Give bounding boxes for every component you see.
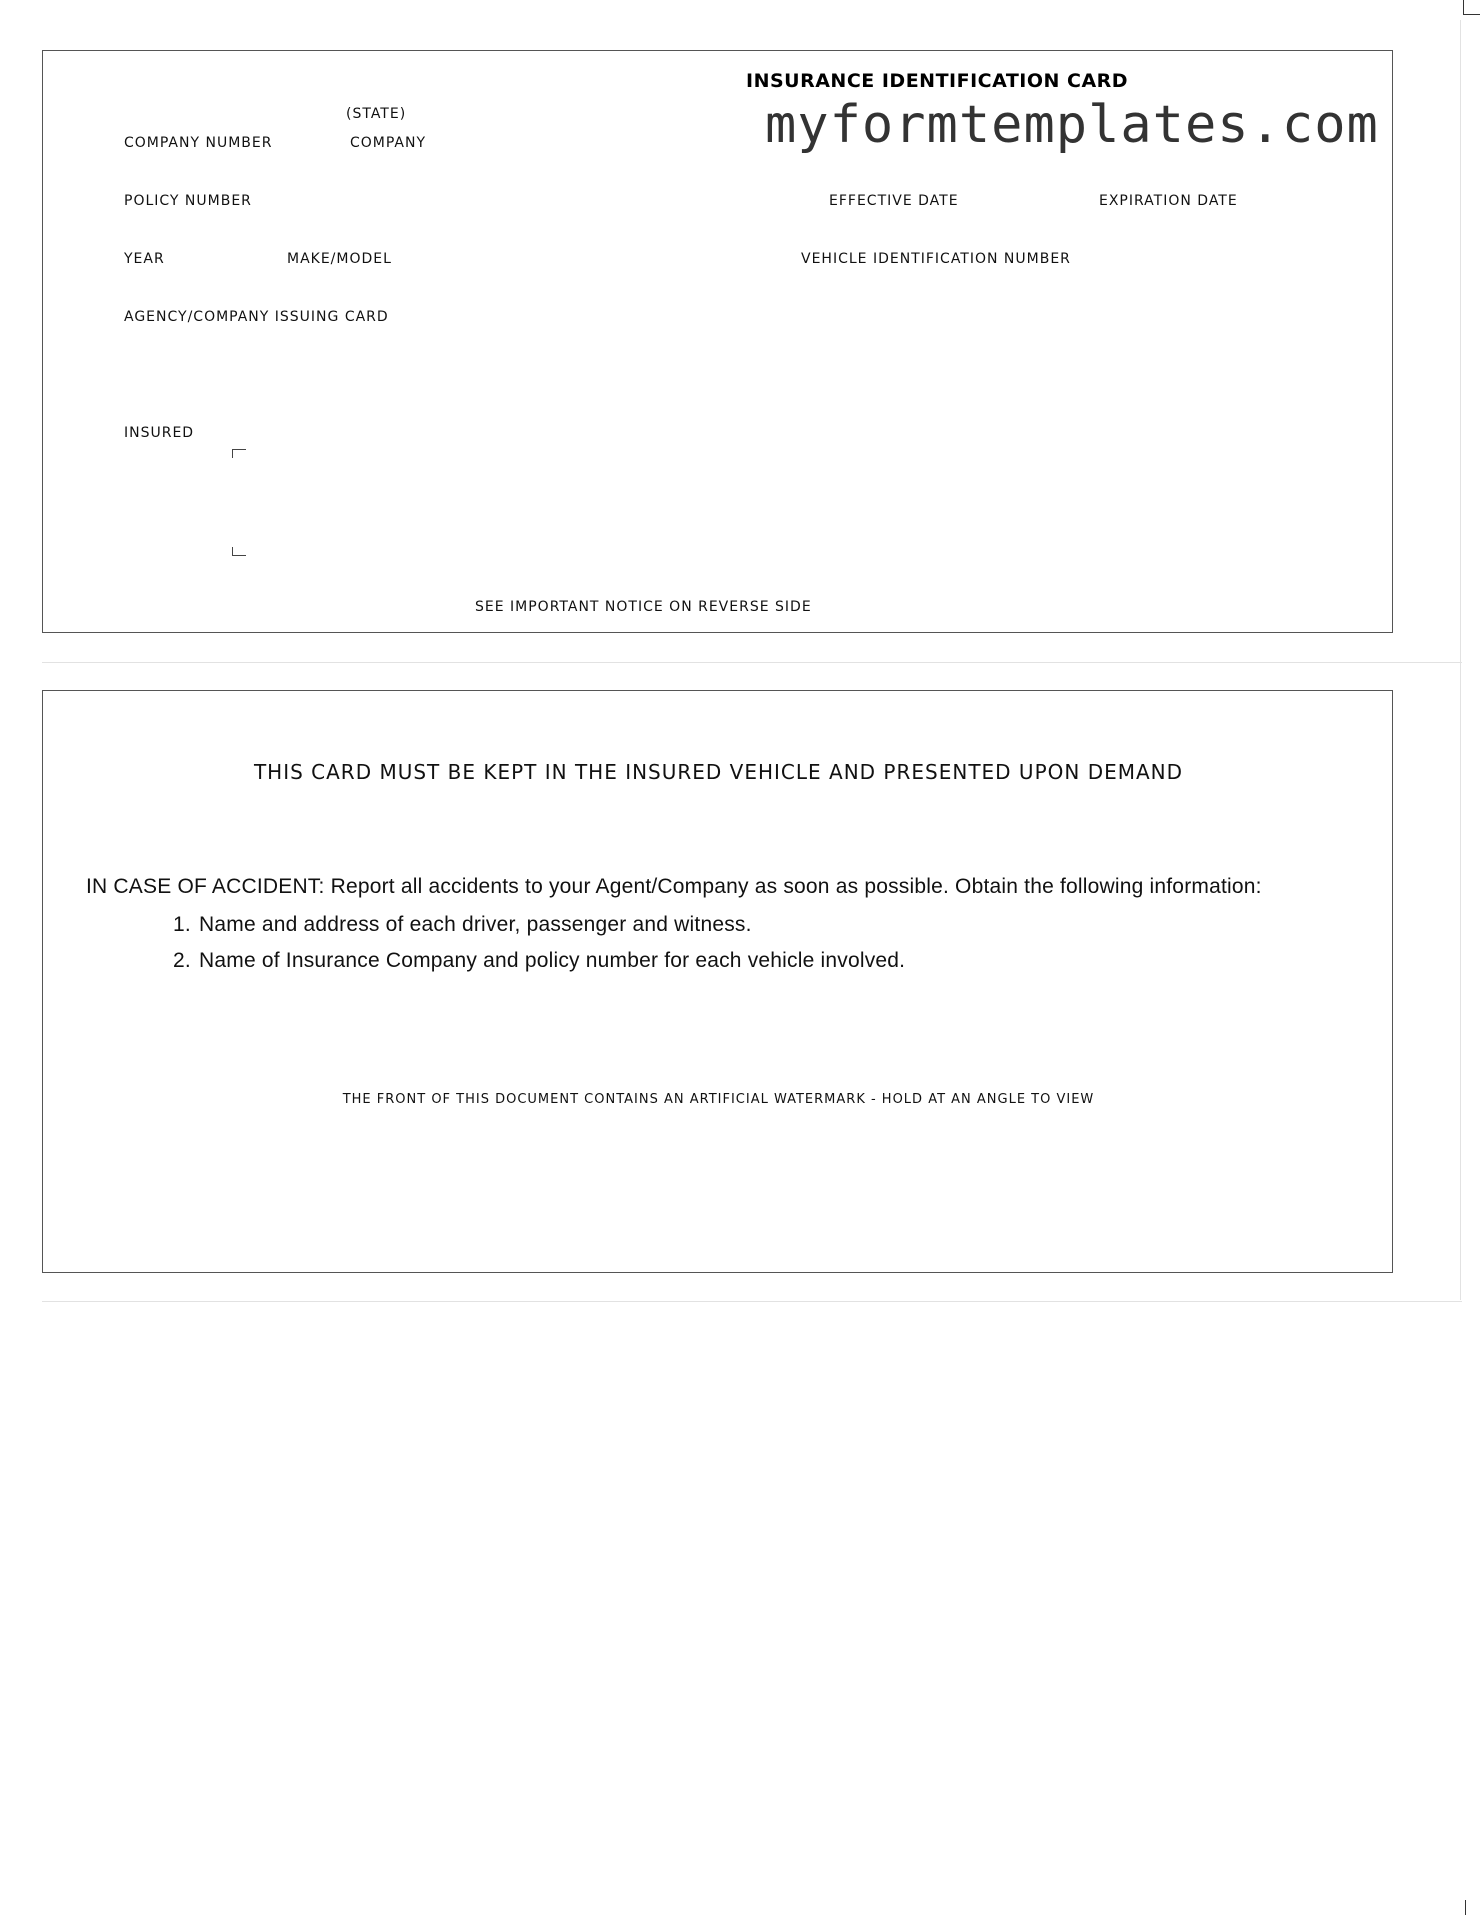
year-label: YEAR: [124, 251, 165, 267]
list-item-text: Name of Insurance Company and policy number for each vehicle involved.: [199, 949, 906, 972]
crop-mark: [1463, 14, 1480, 15]
list-item: [173, 913, 905, 949]
policy-number-label: POLICY NUMBER: [124, 193, 252, 209]
address-window-bottom-mark: [232, 547, 246, 556]
list-item-number: 2.: [173, 949, 191, 972]
expiration-date-label: EXPIRATION DATE: [1099, 193, 1238, 209]
card-title: INSURANCE IDENTIFICATION CARD: [746, 70, 1129, 92]
watermark-text: myformtemplates.com: [765, 95, 1379, 155]
accident-instructions: IN CASE OF ACCIDENT: Report all accidents to your Agent/Company as soon as possible. Obtain the following information:: [86, 875, 1262, 898]
insurance-card-front: [42, 50, 1393, 633]
make-model-label: MAKE/MODEL: [287, 251, 392, 267]
company-number-label: COMPANY NUMBER: [124, 135, 273, 151]
crop-mark: [1465, 1900, 1466, 1915]
agency-label: AGENCY/COMPANY ISSUING CARD: [124, 309, 389, 325]
section-divider: [42, 662, 1462, 663]
state-label: (STATE): [346, 106, 407, 122]
vin-label: VEHICLE IDENTIFICATION NUMBER: [801, 251, 1071, 267]
insured-label: INSURED: [124, 425, 195, 441]
list-item: [173, 949, 905, 985]
section-divider: [42, 1301, 1462, 1302]
page-edge: [1460, 20, 1461, 1300]
insurance-card-back: [42, 690, 1393, 1273]
reverse-side-notice: SEE IMPORTANT NOTICE ON REVERSE SIDE: [475, 599, 812, 615]
keep-card-heading: THIS CARD MUST BE KEPT IN THE INSURED VEHICLE AND PRESENTED UPON DEMAND: [253, 760, 1184, 784]
list-item-text: Name and address of each driver, passenger and witness.: [199, 913, 752, 936]
accident-info-list: [173, 913, 905, 985]
watermark-notice: THE FRONT OF THIS DOCUMENT CONTAINS AN ARTIFICIAL WATERMARK - HOLD AT AN ANGLE TO VIEW: [342, 1092, 1095, 1107]
address-window-top-mark: [232, 449, 246, 458]
crop-mark: [1463, 0, 1464, 14]
effective-date-label: EFFECTIVE DATE: [829, 193, 959, 209]
company-label: COMPANY: [350, 135, 427, 151]
list-item-number: 1.: [173, 913, 191, 936]
